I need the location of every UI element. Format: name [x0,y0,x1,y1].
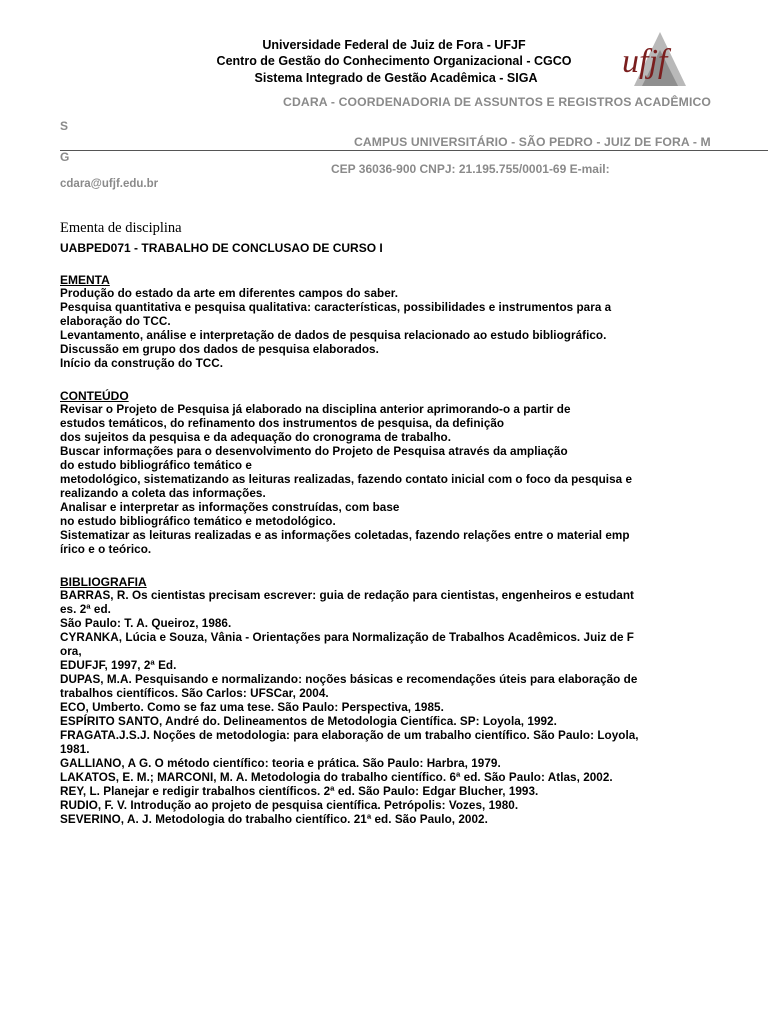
text-line: Levantamento, análise e interpretação de dados de pesquisa relacionado ao estudo bibliográfico. [60,329,607,342]
text-line: Discussão em grupo dos dados de pesquisa elaborados. [60,343,379,356]
text-line: ora, [60,645,82,658]
text-line: FRAGATA.J.S.J. Noções de metodologia: para elaboração de um trabalho científico. São Paulo: Loyola, [60,729,639,742]
text-line: ESPÍRITO SANTO, André do. Delineamentos de Metodologia Científica. SP: Loyola, 1992. [60,715,557,728]
text-line: RUDIO, F. V. Introdução ao projeto de pesquisa científica. Petrópolis: Vozes, 1980. [60,799,519,812]
system-name: Sistema Integrado de Gestão Acadêmica - SIGA [254,71,538,85]
center-name: Centro de Gestão do Conhecimento Organizacional - CGCO [216,54,572,68]
bibliografia-heading: BIBLIOGRAFIA [60,575,147,589]
svg-text:ufjf: ufjf [622,43,668,80]
conteudo-heading: CONTEÚDO [60,389,129,403]
ementa-heading: EMENTA [60,273,110,287]
course-code: UABPED071 - TRABALHO DE CONCLUSAO DE CURSO I [60,241,383,255]
text-line: CYRANKA, Lúcia e Souza, Vânia - Orientações para Normalização de Trabalhos Acadêmicos. Juiz de F [60,631,634,644]
text-line: do estudo bibliográfico temático e [60,459,252,472]
text-line: São Paulo: T. A. Queiroz, 1986. [60,617,232,630]
email-address: cdara@ufjf.edu.br [60,178,159,190]
text-line: Analisar e interpretar as informações construídas, com base [60,501,400,514]
bibliografia-lines [60,589,760,827]
text-line: EDUFJF, 1997, 2ª Ed. [60,659,177,672]
document-title: Ementa de disciplina [60,220,182,236]
text-line: realizando a coleta das informações. [60,487,266,500]
text-line: Início da construção do TCC. [60,357,224,370]
ementa-section [60,273,760,371]
text-line: no estudo bibliográfico temático e metodológico. [60,515,336,528]
text-line: dos sujeitos da pesquisa e da adequação do cronograma de trabalho. [60,431,452,444]
text-line: írico e o teórico. [60,543,152,556]
cdara-line: CDARA - COORDENADORIA DE ASSUNTOS E REGISTROS ACADÊMICO [283,95,712,109]
text-line: estudos temáticos, do refinamento dos instrumentos de pesquisa, da definição [60,417,505,430]
university-name: Universidade Federal de Juiz de Fora - UFJF [262,38,526,52]
text-line: elaboração do TCC. [60,315,171,328]
text-line: Buscar informações para o desenvolvimento do Projeto de Pesquisa através da ampliação [60,445,568,458]
campus-line: CAMPUS UNIVERSITÁRIO - SÃO PEDRO - JUIZ DE FORA - M [354,135,711,149]
text-line: DUPAS, M.A. Pesquisando e normalizando: noções básicas e recomendações úteis para elaboração de [60,673,638,686]
campus-line-wrap: G [60,150,70,164]
ementa-lines [60,287,760,371]
text-line: metodológico, sistematizando as leituras realizadas, fazendo contato inicial com o foco da pesquisa e [60,473,633,486]
text-line: Revisar o Projeto de Pesquisa já elaborado na disciplina anterior aprimorando-o a partir de [60,403,571,416]
text-line: Sistematizar as leituras realizadas e as informações coletadas, fazendo relações entre o material emp [60,529,630,542]
text-line: 1981. [60,743,90,756]
conteudo-section [60,389,760,557]
text-line: REY, L. Planejar e redigir trabalhos científicos. 2ª ed. São Paulo: Edgar Blucher, 1993. [60,785,539,798]
document-body [60,220,760,827]
cep-cnpj-line: CEP 36036-900 CNPJ: 21.195.755/0001-69 E-mail: [331,162,610,176]
text-line: GALLIANO, A G. O método científico: teoria e prática. São Paulo: Harbra, 1979. [60,757,501,770]
text-line: es. 2ª ed. [60,603,111,616]
cdara-line-wrap: S [60,119,69,133]
bibliografia-section [60,575,760,827]
text-line: Produção do estado da arte em diferentes campos do saber. [60,287,398,300]
text-line: SEVERINO, A. J. Metodologia do trabalho científico. 21ª ed. São Paulo, 2002. [60,813,488,826]
conteudo-lines [60,403,760,557]
header-rule [60,150,768,151]
ufjf-logo [616,22,688,94]
text-line: ECO, Umberto. Como se faz uma tese. São Paulo: Perspectiva, 1985. [60,701,444,714]
text-line: BARRAS, R. Os cientistas precisam escrever: guia de redação para cientistas, engenheiros e estudant [60,589,634,602]
text-line: LAKATOS, E. M.; MARCONI, M. A. Metodologia do trabalho científico. 6ª ed. São Paulo: Atlas, 2002. [60,771,613,784]
text-line: Pesquisa quantitativa e pesquisa qualitativa: características, possibilidades e instrumentos para a [60,301,612,314]
text-line: trabalhos científicos. São Carlos: UFSCar, 2004. [60,687,329,700]
